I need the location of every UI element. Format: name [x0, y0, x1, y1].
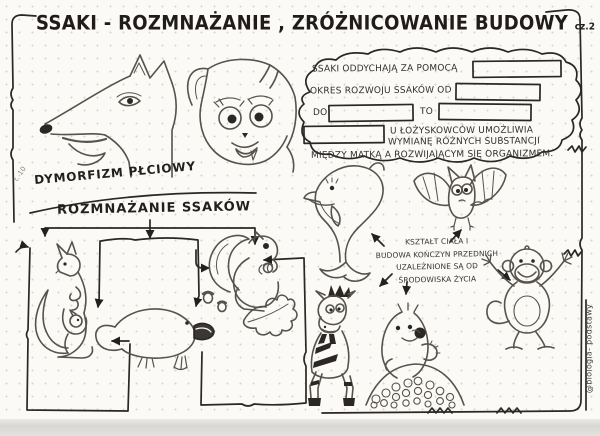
kangaroo-back	[78, 272, 86, 313]
blank-field-4	[439, 104, 531, 121]
mole-illustration	[360, 303, 472, 409]
bat-feet	[451, 218, 473, 230]
breathing-note-line3-to: TO	[419, 106, 434, 118]
bat-illustration	[410, 161, 508, 241]
bat-right-wing-fingers	[482, 171, 494, 201]
body-shape-note-line4: ŚRODOWISKA ŻYCIA	[398, 273, 477, 285]
mole-paw-raised	[422, 344, 437, 360]
platypus-tail	[96, 325, 122, 350]
wolf-mouth	[63, 138, 106, 142]
zebra-back-hoof	[343, 398, 355, 406]
kangaroo-hind-leg	[65, 334, 68, 353]
mole-eye-right	[408, 325, 412, 329]
reproduction-box-2	[99, 238, 199, 305]
wolf-pupil	[127, 98, 133, 104]
breathing-note-line4: U ŁOŻYSKOWCÓW UMOŻLIWIA	[389, 125, 534, 137]
watermark: @biologia- podstawy	[584, 303, 594, 394]
platypus-front-foot	[174, 356, 187, 370]
zebra-front-hoof	[308, 398, 321, 406]
bat-pupil-right	[464, 188, 468, 192]
bat-pupil-left	[456, 189, 460, 193]
platypus-body	[115, 309, 195, 358]
breathing-note-line5: WYMIANĘ RÓŻNYCH SUBSTANCJI	[387, 136, 540, 148]
squirrel-tail-inner	[216, 244, 228, 274]
dolphin-lashes	[326, 178, 338, 183]
page-title-text: SSAKI - ROZMNAŻANIE , ZRÓŻNICOWANIE BUDOWY	[36, 12, 569, 35]
mole-body	[382, 312, 428, 378]
breathing-note-line3-do: DO	[312, 107, 328, 119]
wolf-snout	[45, 76, 130, 124]
bat-left-wing-fingers	[423, 173, 438, 201]
zebra-nostril	[324, 326, 326, 328]
bat-mouth	[459, 200, 465, 201]
oak-leaf	[244, 295, 297, 336]
squirrel-cheek	[273, 260, 277, 272]
blank-field-3	[329, 104, 413, 121]
monkey-smile	[518, 272, 536, 277]
dolphin-beak	[304, 192, 320, 202]
feline-nose	[242, 133, 248, 138]
breathing-note-line1: SSAKI ODDYCHAJĄ ZA POMOCĄ	[311, 63, 458, 75]
zebra-leg-stripes	[311, 380, 352, 386]
joey-head	[70, 315, 82, 327]
zebra-body-stripes	[313, 342, 338, 368]
page-title	[36, 12, 595, 34]
monkey-eye-left	[519, 259, 523, 263]
feline-hair-low	[287, 147, 294, 172]
feline-ear	[188, 68, 208, 105]
body-shape-note	[368, 235, 507, 287]
mole-paw-left	[386, 359, 392, 370]
photo-bottom-edge	[0, 419, 600, 436]
margin-note: t. 10	[12, 165, 28, 183]
body-shape-note-line1: KSZTAŁT CIAŁA I	[405, 236, 469, 247]
joey-eye	[77, 319, 79, 321]
squirrel-illustration	[196, 230, 308, 342]
feline-pupil-right	[255, 113, 264, 122]
blank-field-1	[473, 61, 561, 78]
dolphin-eye	[330, 186, 334, 190]
zebra-pupil-right	[337, 307, 340, 310]
squirrel-tail	[209, 236, 249, 292]
blank-field-5	[304, 126, 384, 144]
monkey-legs	[514, 332, 545, 348]
mole-hairs	[398, 303, 418, 312]
kangaroo-arms	[70, 287, 81, 310]
wolf-upper-lip	[51, 134, 105, 135]
blank-field-2	[456, 83, 540, 100]
reproduction-heading: ROZMNAŻANIE SSAKÓW	[56, 199, 252, 218]
monkey-eye-right	[531, 259, 535, 263]
border-right-squiggle-1	[568, 146, 586, 152]
mole-paw-fingers	[430, 341, 440, 353]
bat-left-wing	[414, 173, 450, 205]
dolphin-flukes	[320, 262, 370, 281]
dolphin-dorsal-fin	[370, 163, 384, 170]
dimorphism-heading: DYMORFIZM PŁCIOWY	[33, 158, 197, 188]
platypus-eye	[185, 321, 189, 325]
zebra-pupil-left	[329, 308, 332, 311]
mole-eye-left	[396, 326, 400, 330]
monkey-head	[510, 249, 544, 283]
kangaroo-eye	[63, 262, 66, 265]
body-shape-note-line2: BUDOWA KOŃCZYN PRZEDNICH	[375, 248, 499, 260]
wolf-jaw	[69, 144, 105, 165]
feline-smile	[232, 142, 258, 147]
monkey-ear-right	[541, 261, 552, 272]
mound-pebbles	[371, 377, 455, 408]
zebra-mane	[328, 285, 351, 297]
feline-open-mouth	[236, 148, 257, 157]
part-label: cz.2	[574, 21, 595, 33]
wolf-head-illustration	[33, 50, 188, 178]
squirrel-eye	[263, 243, 269, 249]
acorn-1	[204, 293, 213, 303]
monkey-belly	[514, 296, 540, 326]
breathing-note-line2: OKRES ROZWOJU SSAKÓW OD	[309, 85, 452, 97]
mole-mouth	[402, 338, 417, 341]
feline-pupil-left	[228, 115, 237, 124]
monkey-body	[505, 282, 550, 333]
body-shape-note-line3: UZALEŻNIONE SĄ OD	[396, 261, 479, 272]
platypus-back-foot	[138, 358, 154, 368]
breathing-note-line6: MIĘDZY MATKĄ A ROZWIJAJĄCYM SIĘ ORGANIZMEM.	[310, 149, 554, 161]
acorn-2	[218, 303, 226, 312]
zebra-neck-stripes	[318, 334, 336, 344]
